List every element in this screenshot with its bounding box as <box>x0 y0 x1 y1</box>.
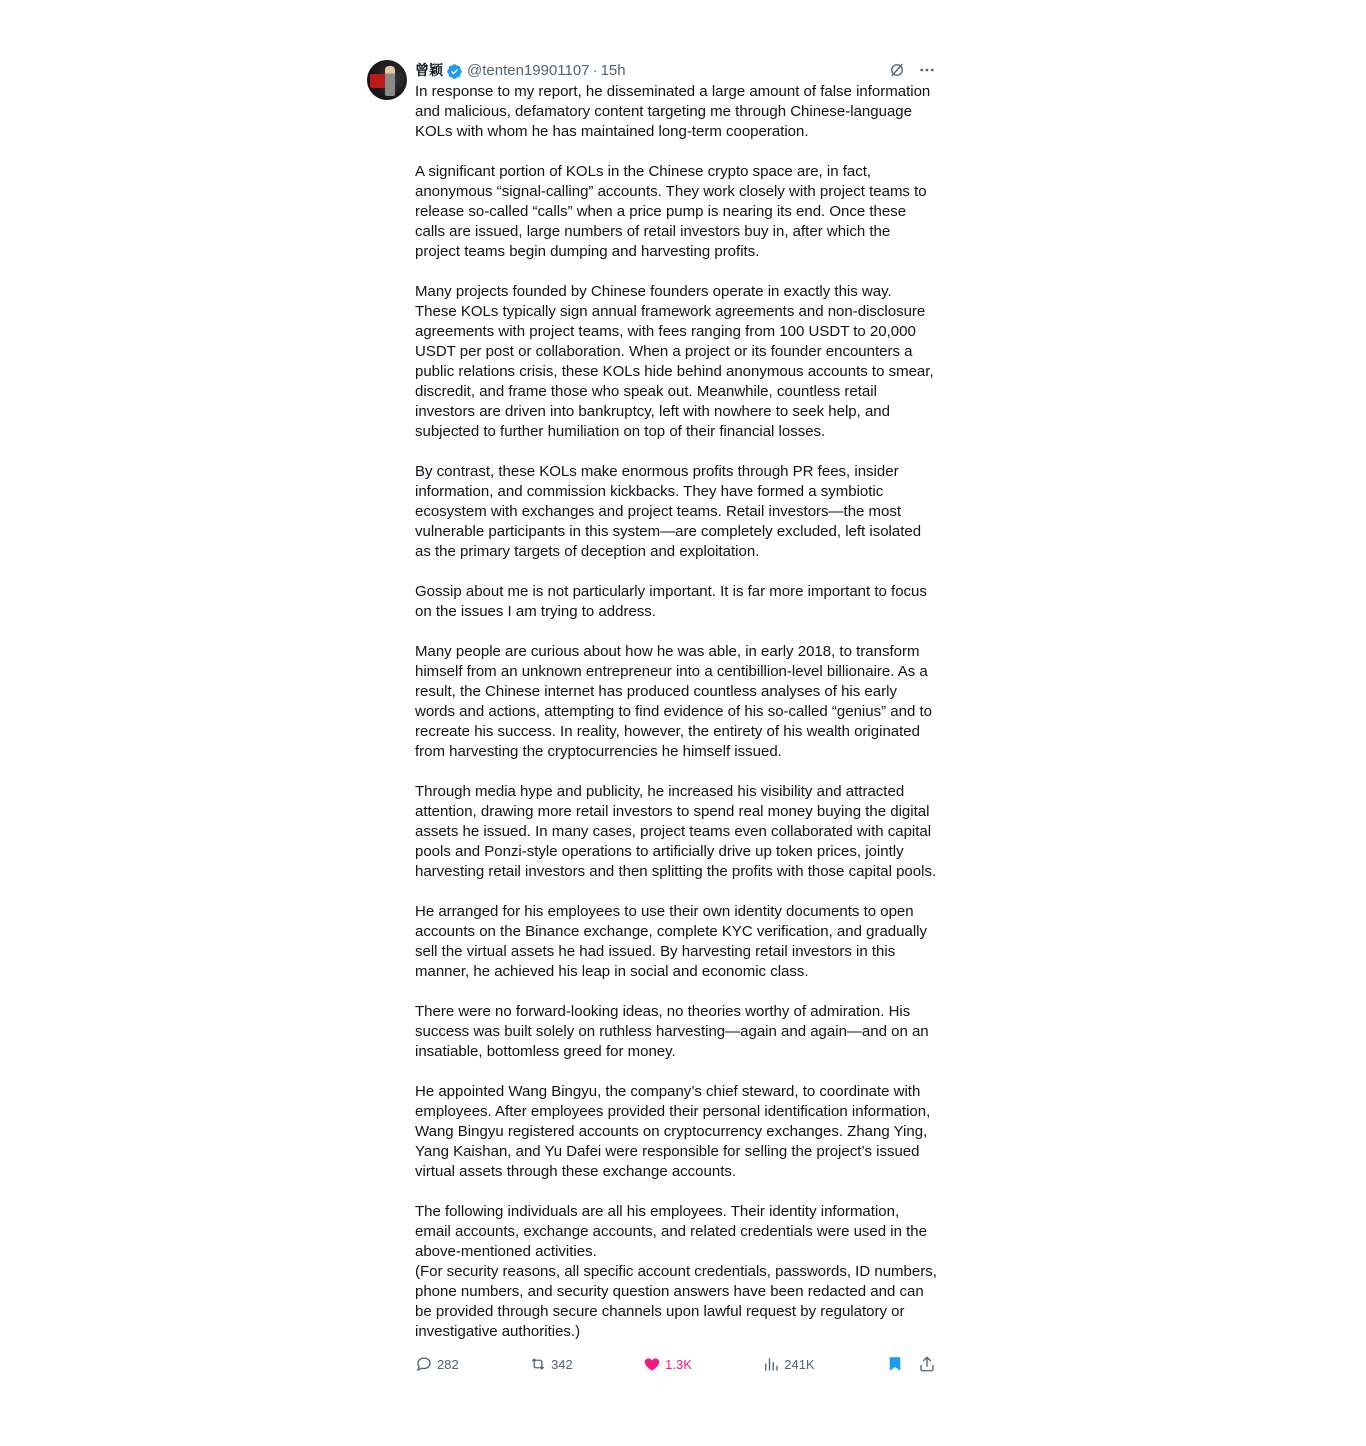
tweet-paragraph: Many people are curious about how he was able, in early 2018, to transform himself from an unknown entrepreneur into a centibillion-level billionaire. As a result, the Chinese internet has produced countless analyses of his early words and actions, attempting to find evidence of his so-called “genius” and to recreate his success. In reality, however, the entirety of his wealth originated from harvesting the cryptocurrencies he himself issued. <box>415 643 932 760</box>
tweet-paragraph: He appointed Wang Bingyu, the company’s chief steward, to coordinate with employees. After employees provided their personal identification information, Wang Bingyu registered accounts on cryptocurrency exchanges. Zhang Ying, Yang Kaishan, and Yu Dafei were responsible for selling the project’s issued virtual assets through these exchange accounts. <box>415 1083 931 1180</box>
tweet-content <box>415 60 937 1374</box>
repost-count: 342 <box>551 1356 573 1372</box>
right-actions <box>885 1354 937 1374</box>
bookmark-filled-icon <box>886 1355 904 1373</box>
reply-count: 282 <box>437 1356 459 1372</box>
separator-dot: · <box>592 62 598 79</box>
reply-button[interactable] <box>415 1355 459 1373</box>
tweet <box>367 60 937 1374</box>
tweet-paragraph: Through media hype and publicity, he increased his visibility and attracted attention, drawing more retail investors to spend real money buying the digital assets he issued. In many cases, project teams even collaborated with capital pools and Ponzi-style operations to artificially drive up token prices, jointly harvesting retail investors and then splitting the profits with those capital pools. <box>415 783 937 880</box>
bookmark-button[interactable] <box>885 1354 905 1374</box>
tweet-header <box>415 60 937 82</box>
tweet-paragraph: In response to my report, he disseminated a large amount of false information and malicious, defamatory content targeting me through Chinese-language KOLs with whom he has maintained long-term cooperation. <box>415 83 931 140</box>
heart-filled-icon <box>643 1355 661 1373</box>
like-button[interactable] <box>643 1355 692 1373</box>
tweet-paragraph: Gossip about me is not particularly important. It is far more important to focus on the issues I am trying to address. <box>415 583 927 620</box>
view-count: 241K <box>784 1356 815 1372</box>
tweet-paragraph: Many projects founded by Chinese founders operate in exactly this way. These KOLs typically sign annual framework agreements and non-disclosure agreements with project teams, with fees ranging from 100 USDT to 20,000 USDT per post or collaboration. When a project or its founder encounters a public relations crisis, these KOLs hide behind anonymous accounts to smear, discredit, and frame those who speak out. Meanwhile, countless retail investors are driven into bankruptcy, left with nowhere to seek help, and subjected to further humiliation on top of their financial losses. <box>415 283 934 440</box>
share-button[interactable] <box>917 1354 937 1374</box>
timestamp[interactable]: 15h <box>600 62 626 79</box>
author-display-name[interactable]: 曾颖 <box>415 63 443 79</box>
repost-button[interactable] <box>529 1355 573 1373</box>
grok-icon[interactable] <box>887 60 907 80</box>
repost-icon <box>529 1355 547 1373</box>
header-actions <box>887 60 937 80</box>
like-count: 1.3K <box>665 1356 692 1372</box>
share-icon <box>918 1355 936 1373</box>
more-options-icon[interactable] <box>917 60 937 80</box>
tweet-paragraph: A significant portion of KOLs in the Chinese crypto space are, in fact, anonymous “signal-calling” accounts. They work closely with project teams to release so-called “calls” when a price pump is nearing its end. Once these calls are issued, large numbers of retail investors buy in, after which the project teams begin dumping and harvesting profits. <box>415 163 927 260</box>
reply-icon <box>415 1355 433 1373</box>
tweet-body <box>415 82 937 1342</box>
tweet-paragraph: There were no forward-looking ideas, no theories worthy of admiration. His success was built solely on ruthless harvesting—again and again—and on an insatiable, bottomless greed for money. <box>415 1003 929 1060</box>
avatar-column <box>367 60 415 1374</box>
tweet-actions-bar <box>415 1354 937 1374</box>
avatar-person <box>385 66 395 96</box>
views-button[interactable] <box>762 1355 814 1373</box>
author-handle[interactable]: @tenten19901107 <box>467 62 590 79</box>
tweet-paragraph: The following individuals are all his employees. Their identity information, email accounts, exchange accounts, and related credentials were used in the above-mentioned activities. (For security reasons, all specific account credentials, passwords, ID numbers, phone numbers, and security question answers have been redacted and can be provided through secure channels upon lawful request by regulatory or investigative authorities.) <box>415 1203 937 1340</box>
tweet-paragraph: He arranged for his employees to use their own identity documents to open accounts on the Binance exchange, complete KYC verification, and gradually sell the virtual assets he had issued. By harvesting retail investors in this manner, he achieved his leap in social and economic class. <box>415 903 927 980</box>
views-chart-icon <box>762 1355 780 1373</box>
tweet-paragraph: By contrast, these KOLs make enormous profits through PR fees, insider information, and commission kickbacks. They have formed a symbiotic ecosystem with exchanges and project teams. Retail investors—the most vulnerable participants in this system—are completely excluded, left isolated as the primary targets of deception and exploitation. <box>415 463 922 560</box>
avatar[interactable] <box>367 60 407 100</box>
verified-badge-icon <box>446 63 463 80</box>
